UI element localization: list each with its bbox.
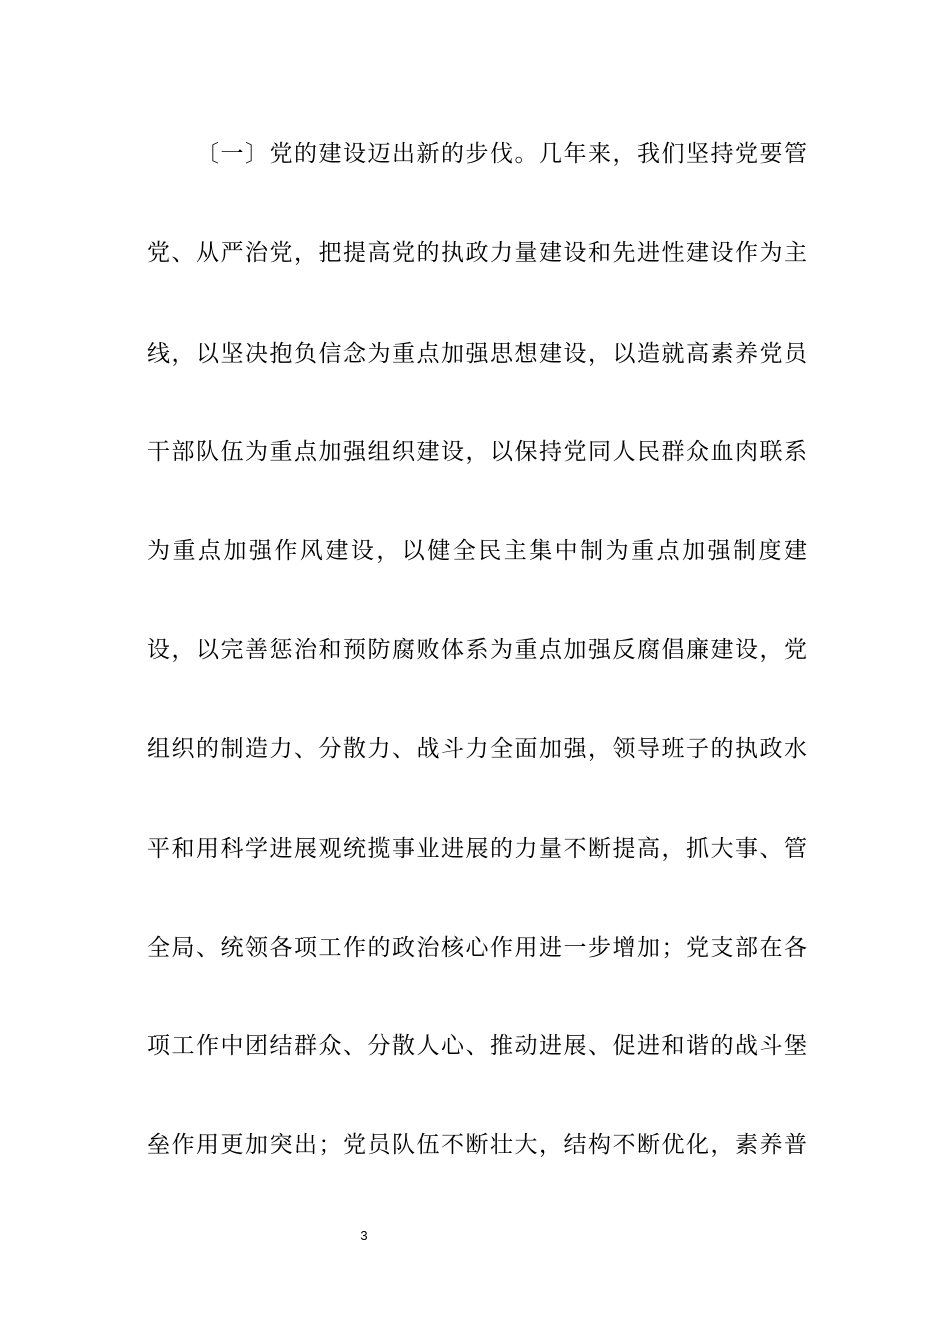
paragraph-line-5: 为重点加强作风建设，以健全民主集中制为重点加强制度建: [147, 538, 807, 564]
page-number: 3: [360, 1228, 368, 1243]
paragraph-line-7: 组织的制造力、分散力、战斗力全面加强，领导班子的执政水: [147, 736, 807, 762]
paragraph-line-9: 全局、统领各项工作的政治核心作用进一步增加；党支部在各: [147, 935, 807, 961]
paragraph-line-4: 干部队伍为重点加强组织建设，以保持党同人民群众血肉联系: [147, 439, 807, 465]
paragraph-line-10: 项工作中团结群众、分散人心、推动进展、促进和谐的战斗堡: [147, 1033, 807, 1059]
paragraph-line-3: 线，以坚决抱负信念为重点加强思想建设，以造就高素养党员: [147, 341, 807, 367]
paragraph-line-1: 〔一〕党的建设迈出新的步伐。几年来，我们坚持党要管: [196, 141, 807, 167]
paragraph-line-8: 平和用科学进展观统揽事业进展的力量不断提高，抓大事、管: [147, 836, 807, 862]
paragraph-line-2: 党、从严治党，把提高党的执政力量建设和先进性建设作为主: [147, 240, 807, 266]
paragraph-line-6: 设，以完善惩治和预防腐败体系为重点加强反腐倡廉建设，党: [147, 637, 807, 663]
paragraph-line-11: 垒作用更加突出；党员队伍不断壮大，结构不断优化，素养普: [147, 1132, 807, 1158]
